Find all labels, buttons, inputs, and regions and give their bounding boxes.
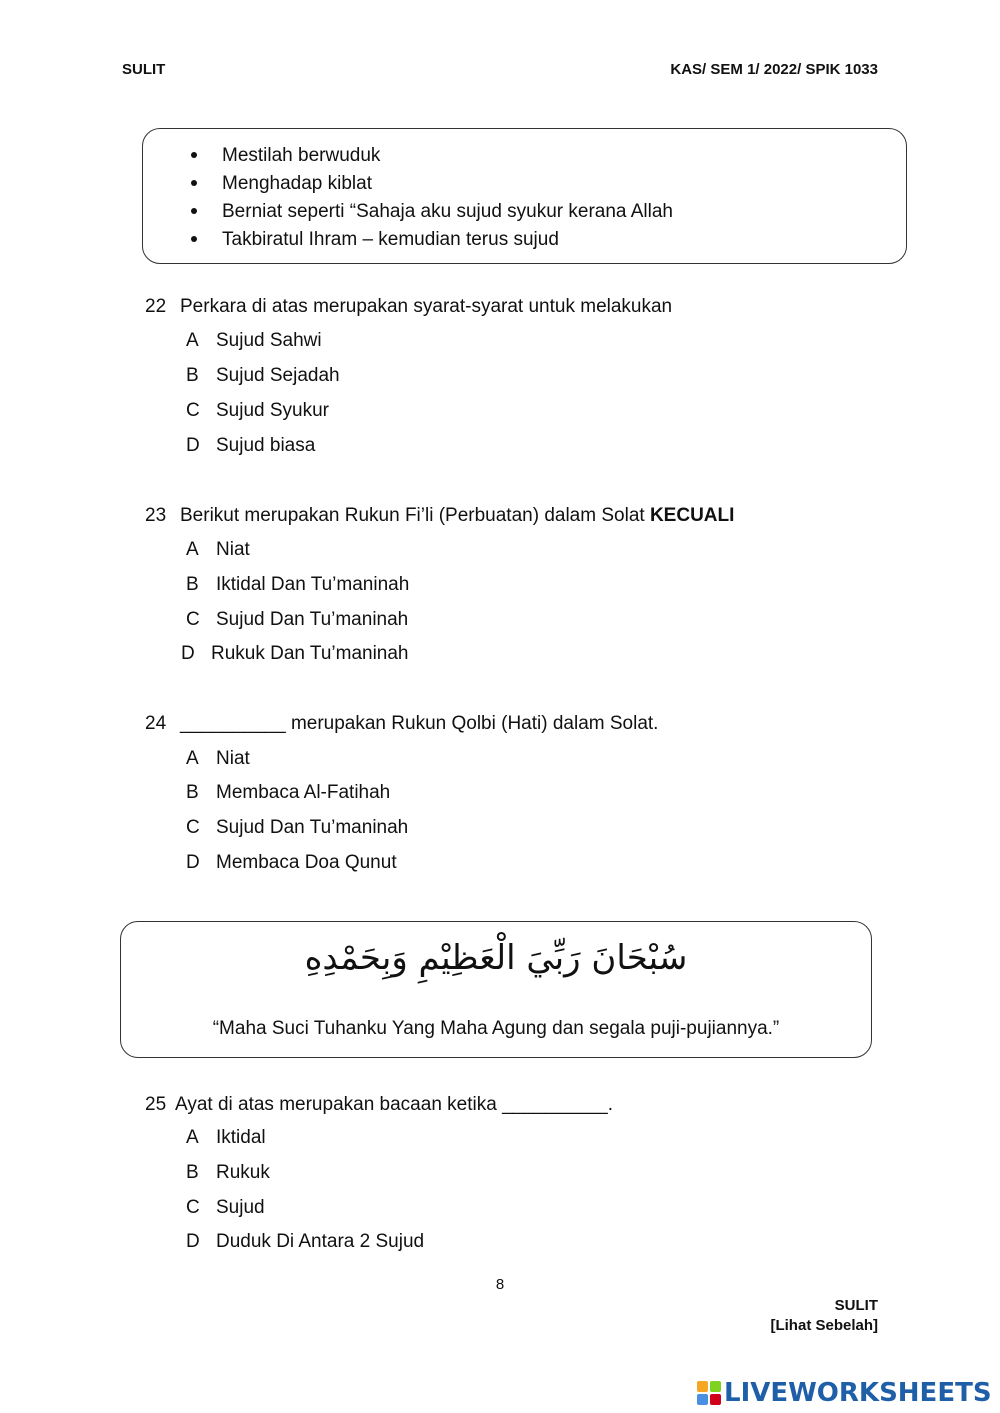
q23-option-a[interactable]: A Niat [186, 539, 250, 560]
footer-sulit: SULIT [834, 1297, 878, 1314]
footer-next-page: [Lihat Sebelah] [770, 1317, 878, 1334]
bullet-icon [191, 180, 197, 186]
bullet-icon [191, 208, 197, 214]
header-left: SULIT [122, 61, 166, 78]
emphasis-word: KECUALI [649, 505, 735, 526]
q22-option-d[interactable]: D Sujud biasa [186, 435, 316, 456]
question-22: 22 Perkara di atas merupakan syarat-syarat untuk melakukan [145, 296, 673, 317]
bullet-icon [191, 236, 197, 242]
q25-option-b[interactable]: B Rukuk [186, 1162, 270, 1183]
q23-option-c[interactable]: C Sujud Dan Tu’maninah [186, 609, 409, 630]
q24-option-c[interactable]: C Sujud Dan Tu’maninah [186, 817, 409, 838]
q25-option-a[interactable]: A Iktidal [186, 1127, 266, 1148]
recitation-translation: “Maha Suci Tuhanku Yang Maha Agung dan segala puji-pujiannya.” [212, 1018, 780, 1039]
liveworksheets-watermark[interactable] [697, 1378, 992, 1408]
q25-option-d[interactable]: D Duduk Di Antara 2 Sujud [186, 1231, 425, 1252]
question-24: 24 __________ merupakan Rukun Qolbi (Hati) dalam Solat. [145, 713, 659, 734]
header-right: KAS/ SEM 1/ 2022/ SPIK 1033 [670, 61, 878, 78]
q25-option-c[interactable]: C Sujud [186, 1197, 265, 1218]
watermark-text: LIVEWORKSHEETS [724, 1378, 992, 1408]
question-23: 23 Berikut merupakan Rukun Fi’li (Perbuatan) dalam Solat KECUALI [145, 505, 735, 526]
q24-option-d[interactable]: D Membaca Doa Qunut [186, 852, 397, 873]
q22-option-a[interactable]: A Sujud Sahwi [186, 330, 322, 351]
q22-option-c[interactable]: C Sujud Syukur [186, 400, 330, 421]
question-25: 25 Ayat di atas merupakan bacaan ketika __________. [145, 1094, 614, 1115]
q24-option-b[interactable]: B Membaca Al-Fatihah [186, 782, 391, 803]
liveworksheets-logo-icon [697, 1381, 721, 1405]
q23-option-d[interactable]: D Rukuk Dan Tu’maninah [181, 643, 409, 664]
q22-option-b[interactable]: B Sujud Sejadah [186, 365, 340, 386]
q24-option-a[interactable]: A Niat [186, 748, 250, 769]
bullet-icon [191, 152, 197, 158]
arabic-recitation: سُبْحَانَ رَبِّيَ الْعَظِيْمِ وَبِحَمْدِهِ [304, 938, 688, 978]
page-number: 8 [495, 1276, 505, 1293]
q23-option-b[interactable]: B Iktidal Dan Tu’maninah [186, 574, 410, 595]
